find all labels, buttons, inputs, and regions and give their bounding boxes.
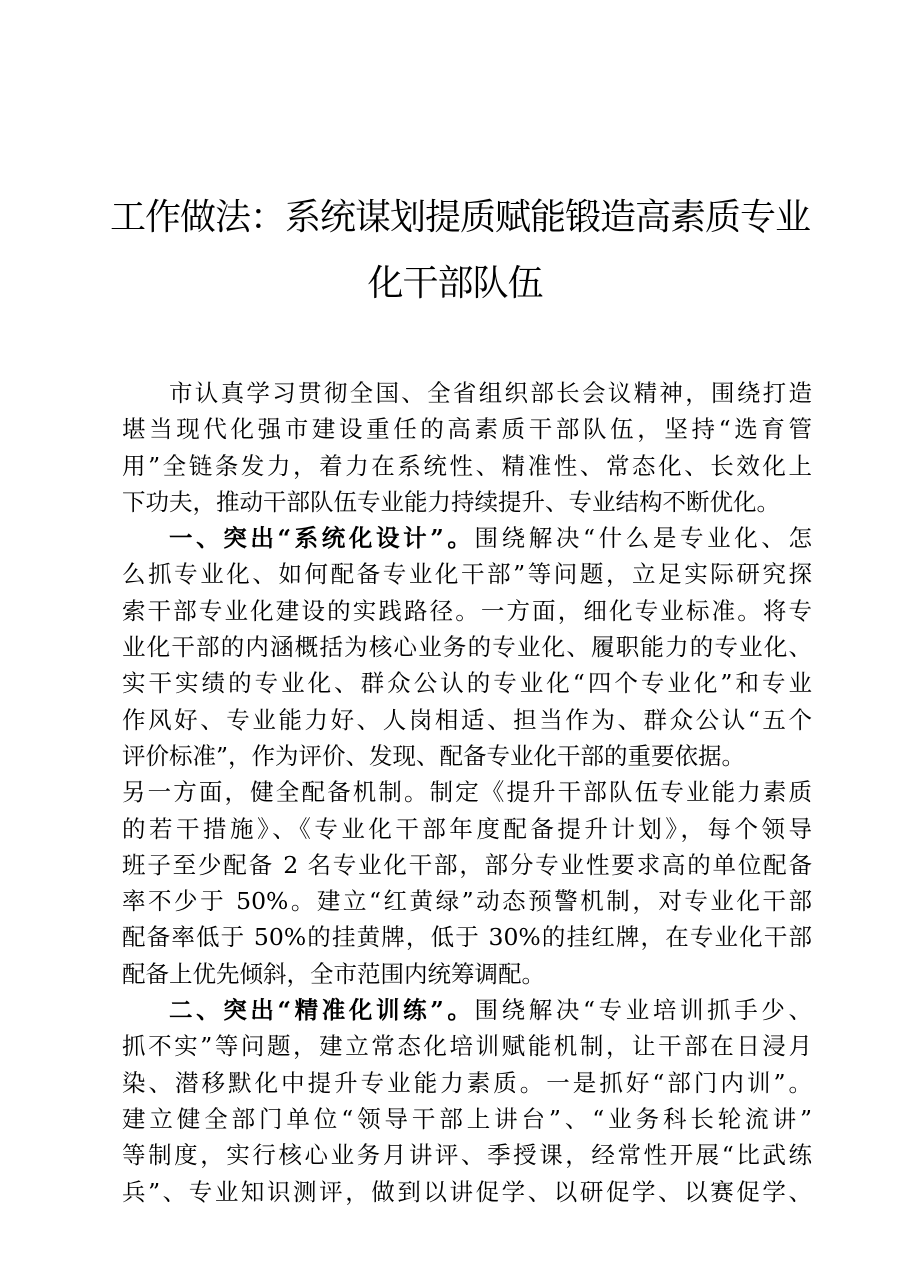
section-2-text: 围绕解决“专业培训抓手少、 bbox=[474, 996, 812, 1025]
paragraph-line: 市认真学习贯彻全国、全省组织部长会议精神，围绕打造 bbox=[169, 379, 812, 407]
paragraph-line: 业化干部的内涵概括为核心业务的专业化、履职能力的专业化、 bbox=[122, 633, 812, 662]
paragraph-line: 等制度，实行核心业务月讲评、季授课，经常性开展“比武练 bbox=[122, 1141, 812, 1170]
paragraph-line: 建立健全部门单位“领导干部上讲台”、“业务科长轮流讲” bbox=[122, 1104, 812, 1133]
section-1-text: 围绕解决“什么是专业化、怎 bbox=[474, 524, 812, 553]
paragraph-line: 的若干措施》、《专业化干部年度配备提升计划》，每个领导 bbox=[122, 814, 812, 843]
paragraph-line: 下功夫，推动干部队伍专业能力持续提升、专业结构不断优化。 bbox=[122, 487, 780, 516]
paragraph-line: 另一方面，健全配备机制。制定《提升干部队伍专业能力素质 bbox=[122, 778, 812, 807]
document-body bbox=[122, 375, 812, 1210]
paragraph-line: 抓不实”等问题，建立常态化培训赋能机制，让干部在日浸月 bbox=[122, 1032, 812, 1061]
document-title-line-2: 化干部队伍 bbox=[367, 263, 543, 304]
paragraph-line: 配备上优先倾斜，全市范围内统筹调配。 bbox=[122, 959, 545, 988]
paragraph-line: 率不少于 50%。建立“红黄绿”动态预警机制，对专业化干部 bbox=[122, 887, 812, 916]
paragraph-line: 染、潜移默化中提升专业能力素质。一是抓好“部门内训”。 bbox=[122, 1068, 812, 1097]
section-1-first-line bbox=[122, 520, 812, 556]
paragraph-line: 作风好、专业能力好、人岗相适、担当作为、群众公认“五个 bbox=[122, 705, 812, 734]
section-2-first-line bbox=[122, 992, 812, 1028]
paragraph-line: 堪当现代化强市建设重任的高素质干部队伍，坚持“选育管 bbox=[122, 415, 812, 444]
paragraph-line: 兵”、专业知识测评，做到以讲促学、以研促学、以赛促学、 bbox=[122, 1177, 812, 1206]
section-2-heading: 二、突出“精准化训练”。 bbox=[169, 996, 475, 1025]
paragraph-line: 评价标准”，作为评价、发现、配备专业化干部的重要依据。 bbox=[122, 741, 746, 770]
paragraph-line: 实干实绩的专业化、群众公认的专业化“四个专业化”和专业 bbox=[122, 669, 812, 698]
document-title-line-1: 工作做法：系统谋划提质赋能锻造高素质专业 bbox=[110, 197, 811, 238]
paragraph-line: 么抓专业化、如何配备专业化干部”等问题，立足实际研究探 bbox=[122, 560, 812, 589]
paragraph-line: 用”全链条发力，着力在系统性、精准性、常态化、长效化上 bbox=[122, 451, 812, 480]
section-1-heading: 一、突出“系统化设计”。 bbox=[169, 524, 475, 553]
paragraph-line: 班子至少配备 2 名专业化干部，部分专业性要求高的单位配备 bbox=[122, 850, 812, 879]
paragraph-line: 索干部专业化建设的实践路径。一方面，细化专业标准。将专 bbox=[122, 596, 812, 625]
paragraph-line: 配备率低于 50%的挂黄牌，低于 30%的挂红牌，在专业化干部 bbox=[122, 923, 812, 952]
